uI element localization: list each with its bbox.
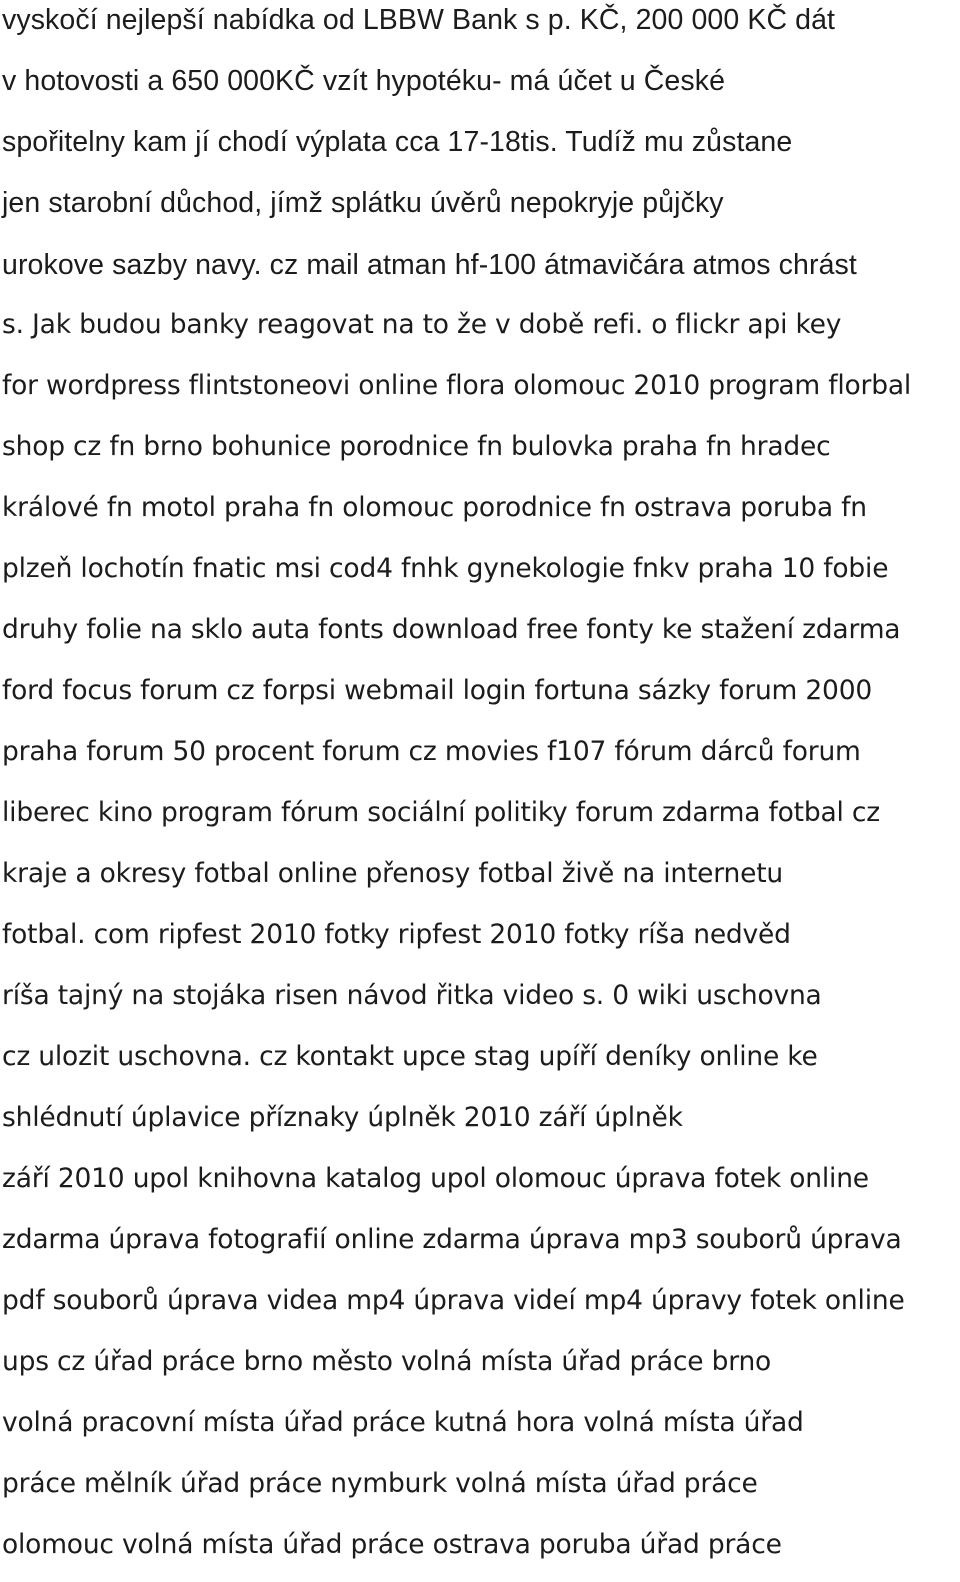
text-line: králové fn motol praha fn olomouc porodnice fn ostrava poruba fn	[2, 492, 867, 523]
text-line: druhy folie na sklo auta fonts download free fonty ke stažení zdarma	[2, 614, 901, 645]
text-line: olomouc volná místa úřad práce ostrava poruba úřad práce	[2, 1529, 782, 1560]
text-line: práce mělník úřad práce nymburk volná místa úřad práce	[2, 1468, 758, 1499]
text-line: cz ulozit uschovna. cz kontakt upce stag upíří deníky online ke	[2, 1041, 818, 1072]
text-line: spořitelny kam jí chodí výplata cca 17-18tis. Tudíž mu zůstane	[2, 126, 793, 158]
text-line: ups cz úřad práce brno město volná místa úřad práce brno	[2, 1346, 772, 1377]
text-line: pdf souborů úprava videa mp4 úprava videí mp4 úpravy fotek online	[2, 1285, 905, 1316]
text-line: kraje a okresy fotbal online přenosy fotbal živě na internetu	[2, 858, 784, 889]
text-line: v hotovosti a 650 000KČ vzít hypotéku- má účet u České	[2, 65, 726, 97]
text-line: praha forum 50 procent forum cz movies f107 fórum dárců forum	[2, 736, 861, 767]
text-line: shop cz fn brno bohunice porodnice fn bulovka praha fn hradec	[2, 431, 831, 462]
text-line: liberec kino program fórum sociální politiky forum zdarma fotbal cz	[2, 797, 880, 828]
text-line: for wordpress flintstoneovi online flora olomouc 2010 program florbal	[2, 370, 912, 401]
text-line: fotbal. com ripfest 2010 fotky ripfest 2010 fotky ríša nedvěd	[2, 919, 791, 950]
text-line: vyskočí nejlepší nabídka od LBBW Bank s p. KČ, 200 000 KČ dát	[2, 4, 836, 36]
text-line: shlédnutí úplavice příznaky úplněk 2010 září úplněk	[2, 1102, 683, 1133]
text-line: ford focus forum cz forpsi webmail login fortuna sázky forum 2000	[2, 675, 873, 706]
text-line: urokove sazby navy. cz mail atman hf-100 átmavičára atmos chrást	[2, 249, 857, 281]
text-line: s. Jak budou banky reagovat na to že v době refi. o flickr api key	[2, 309, 842, 340]
text-line: plzeň lochotín fnatic msi cod4 fnhk gynekologie fnkv praha 10 fobie	[2, 553, 889, 584]
text-line: září 2010 upol knihovna katalog upol olomouc úprava fotek online	[2, 1163, 869, 1194]
text-line: jen starobní důchod, jímž splátku úvěrů nepokryje půjčky	[2, 187, 724, 219]
text-line: zdarma úprava fotografií online zdarma úprava mp3 souborů úprava	[2, 1224, 902, 1255]
text-line: ríša tajný na stojáka risen návod řitka video s. 0 wiki uschovna	[2, 980, 822, 1011]
text-line: volná pracovní místa úřad práce kutná hora volná místa úřad	[2, 1407, 804, 1438]
